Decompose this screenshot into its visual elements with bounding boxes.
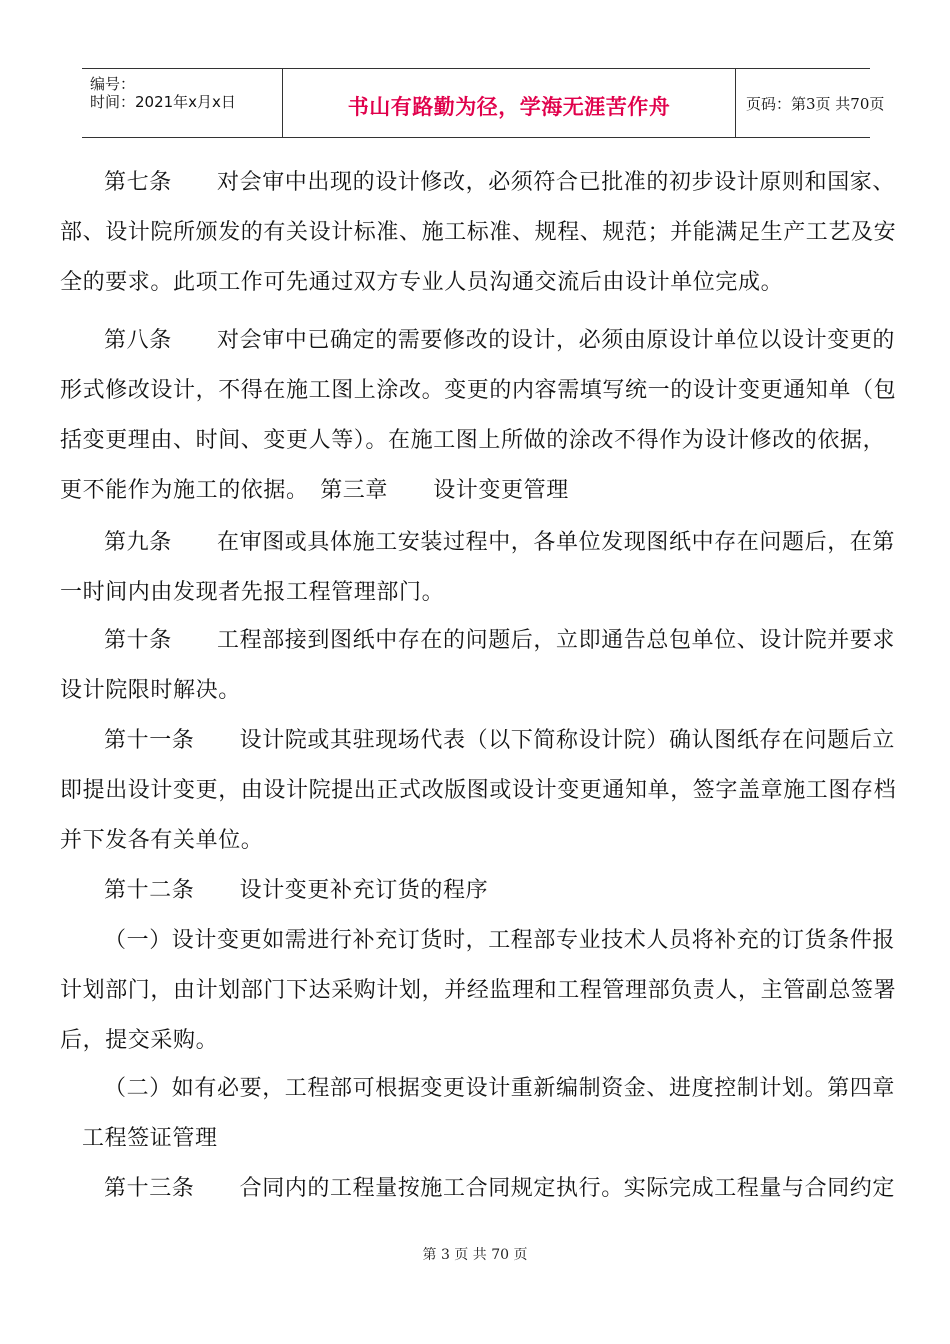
body-line: 第十条 工程部接到图纸中存在的问题后，立即通告总包单位、设计院并要求	[104, 628, 896, 653]
header-motto-cell	[282, 69, 736, 137]
header-page-label: 页码：第3页 共70页	[746, 95, 885, 113]
page-header	[82, 68, 885, 138]
body-line: 即提出设计变更，由设计院提出正式改版图或设计变更通知单，签字盖章施工图存档	[60, 778, 897, 803]
body-line: 形式修改设计，不得在施工图上涂改。变更的内容需填写统一的设计变更通知单（包	[60, 378, 897, 403]
body-line: 第七条 对会审中出现的设计修改，必须符合已批准的初步设计原则和国家、	[104, 170, 896, 195]
body-line: （一）设计变更如需进行补充订货时，工程部专业技术人员将补充的订货条件报	[104, 928, 896, 953]
body-line: 一时间内由发现者先报工程管理部门。	[60, 580, 445, 605]
body-line: 后，提交采购。	[60, 1028, 219, 1053]
body-line: 第九条 在审图或具体施工安装过程中，各单位发现图纸中存在问题后，在第	[104, 530, 896, 555]
body-line: 并下发各有关单位。	[60, 828, 264, 853]
document-date-label: 时间：2021年x月x日	[90, 93, 236, 111]
header-meta-cell	[82, 69, 282, 137]
body-line: 部、设计院所颁发的有关设计标准、施工标准、规程、规范；并能满足生产工艺及安	[60, 220, 897, 245]
body-line: （二）如有必要，工程部可根据变更设计重新编制资金、进度控制计划。第四章	[104, 1076, 896, 1101]
body-line: 工程签证管理	[82, 1126, 218, 1151]
document-code-label: 编号：	[90, 75, 136, 93]
body-line: 第十一条 设计院或其驻现场代表（以下简称设计院）确认图纸存在问题后立	[104, 728, 896, 753]
body-line: 第十三条 合同内的工程量按施工合同规定执行。实际完成工程量与合同约定	[104, 1176, 896, 1201]
body-line: 括变更理由、时间、变更人等）。在施工图上所做的涂改不得作为设计修改的依据，	[60, 428, 886, 453]
header-page-cell	[736, 69, 885, 137]
body-line: 第八条 对会审中已确定的需要修改的设计，必须由原设计单位以设计变更的	[104, 328, 896, 353]
header-motto: 书山有路勤为径，学海无涯苦作舟	[347, 94, 671, 119]
body-line: 更不能作为施工的依据。 第三章 设计变更管理	[60, 478, 569, 503]
body-line: 计划部门，由计划部门下达采购计划，并经监理和工程管理部负责人，主管副总签署	[60, 978, 897, 1003]
body-line: 全的要求。此项工作可先通过双方专业人员沟通交流后由设计单位完成。	[60, 270, 784, 295]
body-line: 第十二条 设计变更补充订货的程序	[104, 878, 489, 903]
page-footer: 第 3 页 共 70 页	[422, 1247, 528, 1263]
body-line: 设计院限时解决。	[60, 678, 241, 703]
